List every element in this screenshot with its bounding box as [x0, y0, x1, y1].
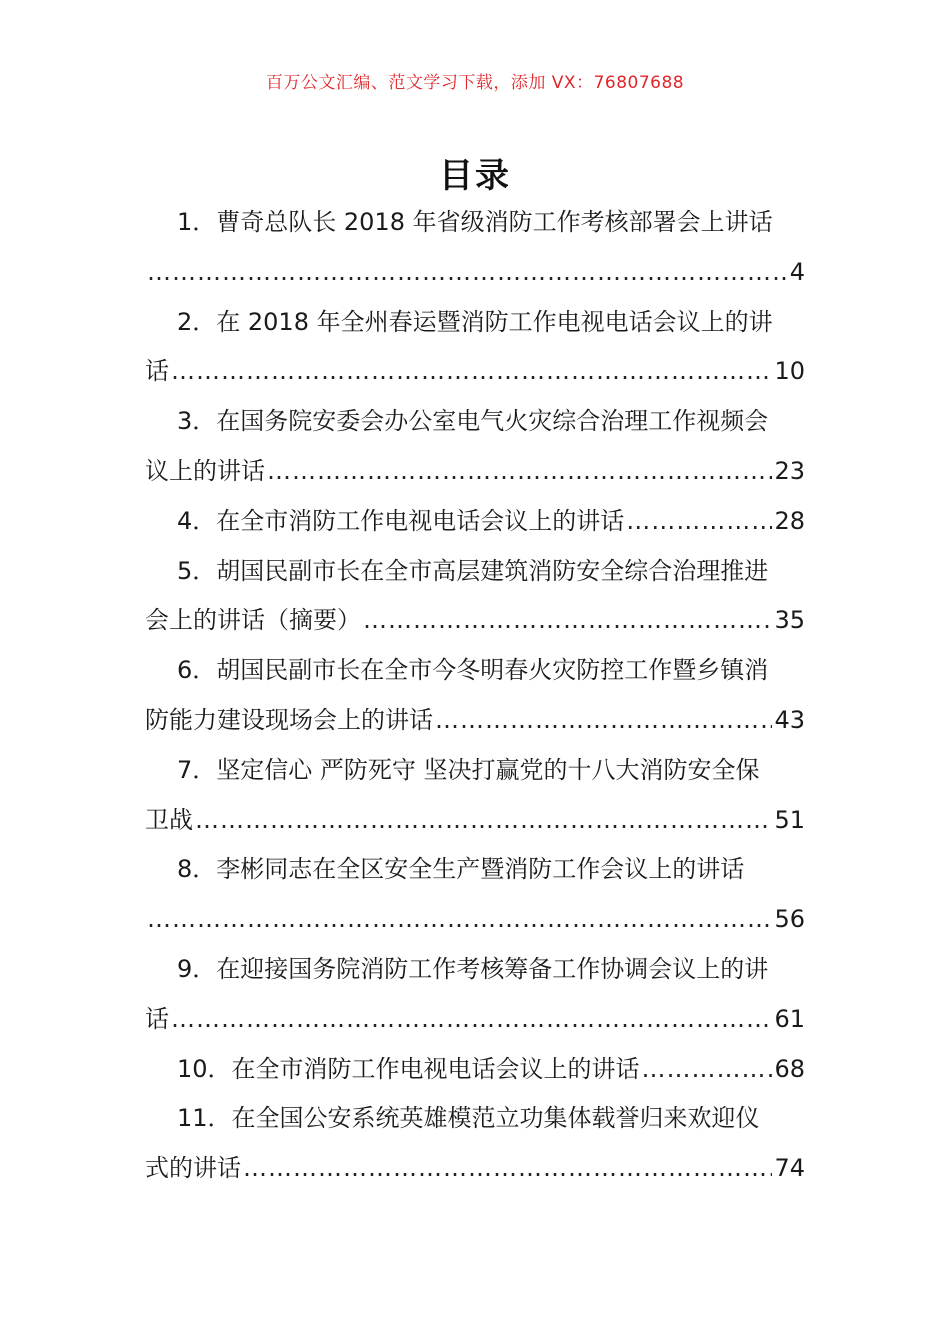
toc-entry-title: 6．胡国民副市长在全市今冬明春火灾防控工作暨乡镇消: [177, 656, 769, 685]
leader-dots: [147, 895, 772, 945]
leader-dots: [195, 796, 772, 846]
leader-dots: [243, 1144, 772, 1194]
leader-dots: [363, 596, 772, 646]
toc-entry-5[interactable]: [145, 547, 805, 647]
toc-entry-title-cont: 会上的讲话（摘要）: [145, 606, 361, 635]
toc-entry-title: 11．在全国公安系统英雄模范立功集体载誉归来欢迎仪: [177, 1104, 760, 1133]
toc-page-number: 74: [774, 1154, 805, 1183]
toc-entry-title-cont: 话: [145, 357, 169, 386]
leader-dots: [435, 696, 772, 746]
toc-entry-title: 1．曹奇总队长 2018 年省级消防工作考核部署会上讲话: [177, 208, 773, 236]
toc-entry-title: 10．在全市消防工作电视电话会议上的讲话: [177, 1054, 640, 1083]
toc-entry-title-cont: 议上的讲话: [145, 456, 265, 485]
toc-entry-8[interactable]: [145, 845, 805, 945]
toc-entry-title-cont: 防能力建设现场会上的讲话: [145, 705, 433, 734]
toc-page-number: 10: [774, 357, 805, 386]
toc-page-number: 4: [789, 257, 805, 286]
toc-entry-6[interactable]: [145, 646, 805, 746]
toc-entry-title: 7．坚定信心 严防死守 坚决打赢党的十八大消防安全保: [177, 755, 760, 784]
toc-page-number: 43: [774, 705, 805, 734]
toc-entry-9[interactable]: [145, 945, 805, 1045]
toc-entry-4[interactable]: [145, 497, 805, 547]
toc-page-number: 68: [774, 1054, 805, 1083]
toc-page-number: 61: [774, 1004, 805, 1033]
page-title: 目录: [439, 156, 511, 196]
leader-dots: [171, 347, 772, 397]
toc-entry-1[interactable]: [145, 198, 805, 298]
toc-entry-title: 5．胡国民副市长在全市高层建筑消防安全综合治理推进: [177, 556, 769, 585]
toc-entry-title: 8．李彬同志在全区安全生产暨消防工作会议上的讲话: [177, 855, 745, 884]
toc-entry-7[interactable]: [145, 746, 805, 846]
toc-entry-10[interactable]: [145, 1045, 805, 1095]
toc-entry-11[interactable]: [145, 1094, 805, 1194]
header-watermark-text: 百万公文汇编、范文学习下载，添加 VX：76807688: [265, 73, 685, 93]
toc-entry-title-cont: 话: [145, 1004, 169, 1033]
leader-dots: [267, 447, 772, 497]
toc-page-number: 51: [774, 805, 805, 834]
toc-entry-title: 4．在全市消防工作电视电话会议上的讲话: [177, 506, 625, 535]
toc-entry-title: 2．在 2018 年全州春运暨消防工作电视电话会议上的讲: [177, 307, 773, 336]
toc-entry-2[interactable]: [145, 298, 805, 398]
toc-page-number: 56: [774, 905, 805, 934]
toc-entry-title-cont: 式的讲话: [145, 1154, 241, 1183]
toc-page-number: 35: [774, 606, 805, 635]
leader-dots: [147, 248, 788, 298]
toc-entry-title: 3．在国务院安委会办公室电气火灾综合治理工作视频会: [177, 407, 769, 436]
table-of-contents: [145, 198, 805, 1194]
leader-dots: [171, 995, 772, 1045]
leader-dots: [626, 497, 772, 547]
toc-entry-3[interactable]: [145, 397, 805, 497]
toc-page-number: 28: [774, 506, 805, 535]
toc-entry-title-cont: 卫战: [145, 805, 193, 834]
toc-page-number: 23: [774, 456, 805, 485]
leader-dots: [642, 1045, 773, 1095]
toc-entry-title: 9．在迎接国务院消防工作考核筹备工作协调会议上的讲: [177, 954, 769, 983]
